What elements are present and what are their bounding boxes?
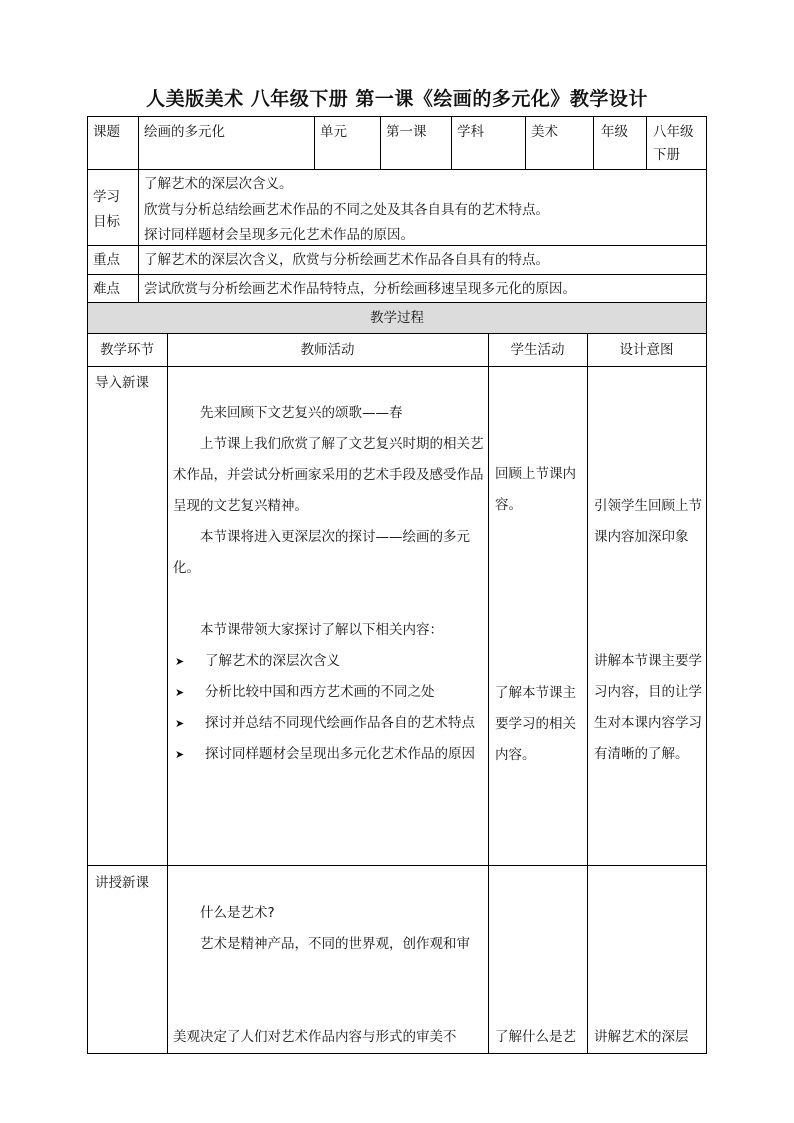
- key-point-label: 重点: [93, 252, 120, 268]
- intro-design-intent-1: 引领学生回顾上节课内容加深印象: [594, 498, 702, 545]
- arrow-bullet-icon: ➤: [175, 717, 185, 730]
- column-header-stage: 教学环节: [100, 342, 154, 358]
- grade-label: 年级: [601, 124, 628, 140]
- intro-paragraph: 先来回顾下文艺复兴的颂歌——春: [200, 405, 403, 421]
- objective-item: 了解艺术的深层次含义。: [144, 176, 293, 192]
- difficulty-label: 难点: [93, 281, 120, 297]
- intro-teacher-activity: [173, 398, 485, 770]
- column-header-student: 学生活动: [510, 342, 565, 358]
- teach-paragraph-cont: 美观决定了人们对艺术作品内容与形式的审美不: [173, 1029, 457, 1045]
- bullet-item: ➤ 分析比较中国和西方艺术画的不同之处: [173, 677, 485, 708]
- grade-value-term: 下册: [653, 147, 680, 163]
- intro-design-intent-2: 讲解本节课主要学习内容，目的让学生对本课内容学习有清晰的了解。: [594, 653, 702, 762]
- topic-value: 绘画的多元化: [144, 124, 225, 140]
- intro-paragraph: 上节课上我们欣赏了解了文艺复兴时期的相关艺术作品，并尝试分析画家采用的艺术手段及感受作品呈现的文艺复兴精神。: [173, 436, 484, 514]
- key-point-text: 了解艺术的深层次含义，欣赏与分析绘画艺术作品各自具有的特点。: [144, 252, 549, 268]
- lesson-plan-table: [87, 116, 707, 1054]
- difficulty-text: 尝试欣赏与分析绘画艺术作品特特点，分析绘画移速呈现多元化的原因。: [144, 281, 576, 297]
- stage-teach: 讲授新课: [95, 875, 149, 891]
- topic-label: 课题: [93, 124, 120, 140]
- subject-label: 学科: [457, 124, 484, 140]
- unit-label: 单元: [320, 124, 347, 140]
- bullet-item: ➤ 探讨同样题材会呈现出多元化艺术作品的原因: [173, 739, 485, 770]
- objectives-label-2: 目标: [93, 214, 120, 230]
- subject-value: 美术: [531, 124, 558, 140]
- column-header-design: 设计意图: [619, 342, 674, 358]
- page-title: 人美版美术 八年级下册 第一课《绘画的多元化》教学设计: [146, 88, 648, 110]
- teach-paragraph: 艺术是精神产品，不同的世界观，创作观和审: [200, 936, 470, 952]
- unit-value: 第一课: [386, 124, 427, 140]
- teach-student-activity: 了解什么是艺: [495, 1029, 576, 1045]
- teach-question: 什么是艺术?: [200, 905, 275, 921]
- arrow-bullet-icon: ➤: [175, 655, 185, 668]
- arrow-bullet-icon: ➤: [175, 748, 185, 761]
- bullet-item: ➤ 了解艺术的深层次含义: [173, 646, 485, 677]
- intro-paragraph: 本节课带领大家探讨了解以下相关内容：: [200, 622, 443, 638]
- column-header-teacher: 教师活动: [300, 342, 355, 358]
- objective-item: 探讨同样题材会呈现多元化艺术作品的原因。: [144, 227, 414, 243]
- stage-intro: 导入新课: [95, 375, 149, 391]
- bullet-item: ➤ 探讨并总结不同现代绘画作品各自的艺术特点: [173, 708, 485, 739]
- intro-student-activity-1: 回顾上节课内容。: [495, 466, 576, 513]
- arrow-bullet-icon: ➤: [175, 686, 185, 699]
- objective-item: 欣赏与分析总结绘画艺术作品的不同之处及其各自具有的艺术特点。: [144, 202, 549, 218]
- objectives-label: 学习: [93, 189, 120, 205]
- grade-value: 八年级: [653, 124, 694, 140]
- process-heading: 教学过程: [370, 310, 424, 326]
- intro-paragraph: 本节课将进入更深层次的探讨——绘画的多元化。: [173, 529, 470, 576]
- intro-student-activity-2: 了解本节课主要学习的相关内容。: [495, 685, 576, 763]
- teach-design-intent: 讲解艺术的深层: [594, 1029, 689, 1045]
